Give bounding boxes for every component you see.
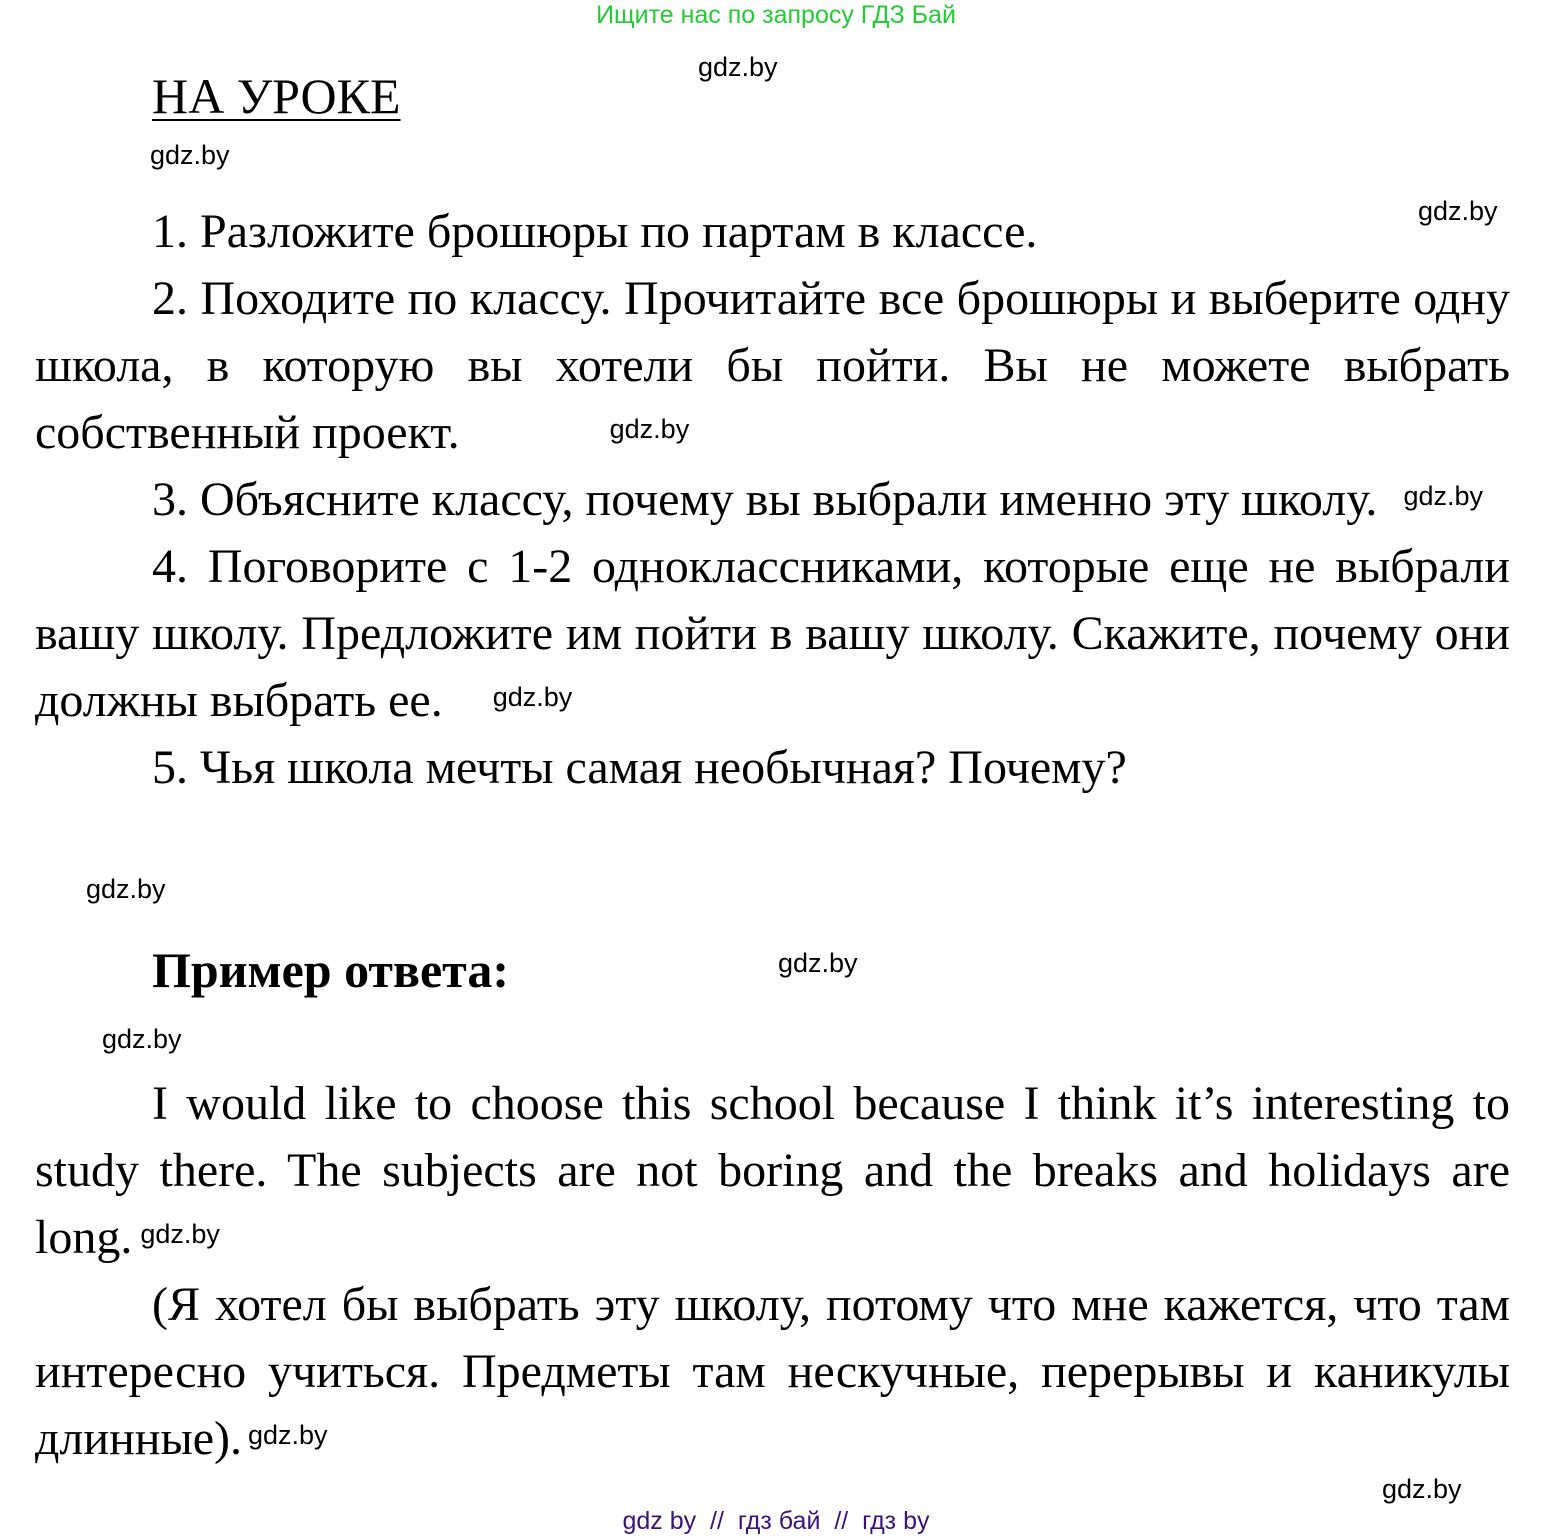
task-item [35,533,1510,734]
footer-banner: gdz by // гдз бай // гдз by [622,1507,930,1535]
watermark: gdz.by [140,1219,220,1249]
watermark: gdz.by [698,52,778,82]
watermark: gdz.by [609,414,690,444]
answer-russian-text: (Я хотел бы выбрать эту школу, потому что мне кажется, что там интересно учиться. Предметы там нескучные, перерывы и каникулы длинные). [35,1278,1510,1465]
task-text: 5. Чья школа мечты самая необычная? Почему? [152,741,1127,794]
task-item [35,265,1510,466]
task-text: 1. Разложите брошюры по партам в классе. [152,205,1038,258]
watermark: gdz.by [492,682,573,712]
watermark: gdz.by [86,874,166,904]
section-title: НА УРОКЕ [152,68,401,124]
watermark: gdz.by [150,140,230,170]
answer-english-text: I would like to choose this school because I think it’s interesting to study there. The subjects are not boring and the breaks and holidays are long. [35,1077,1510,1264]
answer-english [35,1070,1510,1271]
task-text: 4. Поговорите с 1-2 одноклассниками, которые еще не выбрали вашу школу. Предложите им пойти в вашу школу. Скажите, почему они должны выбрать ее. [35,540,1510,727]
answer-russian [35,1271,1510,1472]
watermark: gdz.by [778,948,858,978]
task-item [35,734,1510,801]
search-banner: Ищите нас по запросу ГДЗ Бай [596,1,956,29]
answer-heading: Пример ответа: [152,942,509,998]
watermark: gdz.by [1418,196,1498,226]
watermark: gdz.by [102,1024,182,1054]
task-text: 2. Походите по классу. Прочитайте все брошюры и выберите одну школа, в которую вы хотели бы пойти. Вы не можете выбрать собственный проект. [35,272,1510,459]
task-text: 3. Объясните классу, почему вы выбрали именно эту школу. [152,473,1378,526]
answer-text [35,1070,1510,1472]
task-item [35,198,1510,265]
task-list [35,198,1510,801]
task-item [35,466,1510,533]
watermark: gdz.by [247,1420,328,1450]
watermark: gdz.by [1382,1474,1462,1504]
watermark: gdz.by [1403,481,1483,511]
